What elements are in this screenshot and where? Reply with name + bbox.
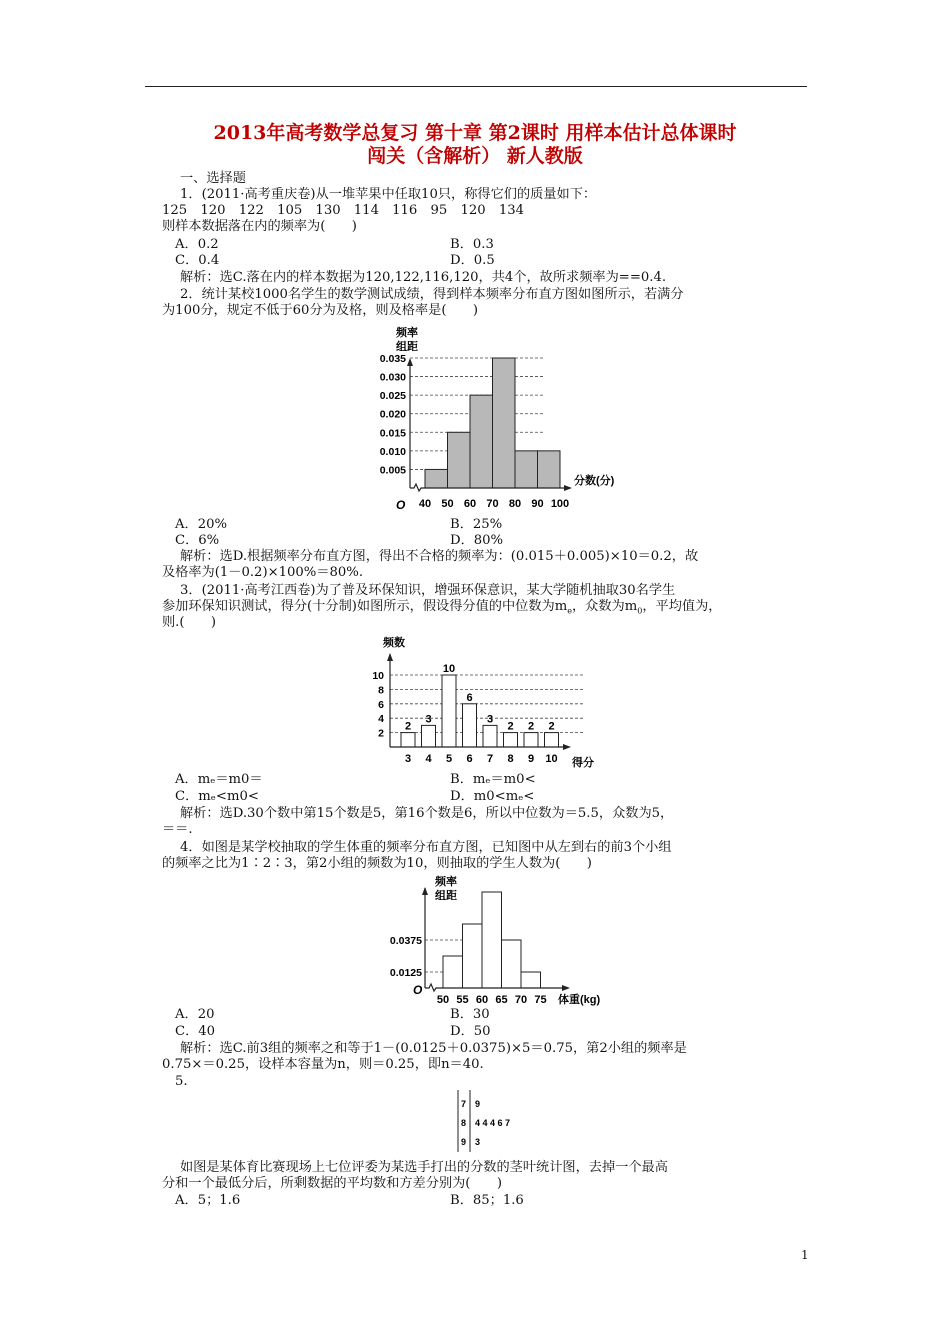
- q2-solution-2: 及格率为(1－0.2)×100%＝80%.: [162, 565, 364, 580]
- x-tick-50: 50: [436, 994, 450, 1006]
- x-tick-8: 8: [507, 753, 514, 765]
- q5-stem-2: 分和一个最低分后，所剩数据的平均数和方差分别为( ): [162, 1176, 502, 1191]
- q4-option-a: A．20: [175, 1007, 215, 1022]
- leaf-7: 9: [475, 1099, 481, 1109]
- x-tick-70: 70: [514, 994, 528, 1006]
- stem-8: 8: [461, 1118, 467, 1128]
- x-tick-65: 65: [495, 994, 508, 1006]
- q4-option-c: C．40: [175, 1024, 216, 1039]
- bar-label-5: 10: [442, 663, 456, 675]
- bar-score-5: [442, 675, 456, 747]
- x-tick-7: 7: [486, 753, 494, 765]
- q1-option-a: A．0.2: [175, 237, 219, 252]
- y-label-bottom: 组距: [396, 341, 418, 353]
- x-tick-40: 40: [418, 498, 432, 510]
- q3-option-a: A．mₑ＝m0＝: [175, 772, 263, 787]
- weight-histogram: [380, 870, 620, 1005]
- q1-option-b: B．0.3: [450, 237, 494, 252]
- bar-label-7: 3: [486, 713, 494, 726]
- q2-option-b: B．25%: [450, 517, 503, 532]
- q2-option-d: D．80%: [450, 533, 504, 548]
- y-tick-1: 0.0375: [389, 935, 422, 947]
- x-axis-arrow: [562, 985, 570, 991]
- bar-55-60: [463, 924, 483, 988]
- x-tick-50: 50: [441, 498, 454, 510]
- bar-score-10: [545, 733, 559, 747]
- stem-7: 7: [461, 1099, 467, 1109]
- x-tick-60: 60: [475, 994, 489, 1006]
- leaf-9: 3: [475, 1137, 481, 1147]
- q4-stem-2: 的频率之比为1∶2∶3，第2小组的频数为10，则抽取的学生人数为( ): [162, 856, 592, 871]
- bar-70-80: [493, 358, 516, 488]
- x-tick-80: 80: [508, 498, 522, 510]
- bar-90-100: [538, 451, 561, 488]
- bar-50-55: [443, 956, 463, 988]
- q4-option-d: D．50: [450, 1024, 491, 1039]
- q1-stem: 1．(2011·高考重庆卷)从一堆苹果中任取10只，称得它们的质量如下：: [180, 187, 597, 202]
- q5-number: 5.: [175, 1074, 188, 1089]
- x-axis-label: 体重(kg): [558, 994, 601, 1006]
- bar-60-70: [470, 395, 493, 488]
- x-tick-55: 55: [456, 994, 469, 1006]
- section-heading: 一、选择题: [180, 171, 246, 186]
- x-tick-60: 60: [463, 498, 477, 510]
- q3-solution-1: 解析：选D.30个数中第15个数是5，第16个数是6，所以中位数为＝5.5，众数为5，: [180, 806, 674, 821]
- x-tick-3: 3: [404, 753, 412, 765]
- title-line-2: 闯关（含解析） 新人教版: [367, 145, 583, 167]
- q3-option-c: C．mₑ<m0<: [175, 789, 259, 804]
- bar-score-6: [463, 704, 477, 747]
- x-tick-90: 90: [531, 498, 544, 510]
- bar-score-7: [483, 725, 497, 747]
- x-tick-75: 75: [534, 994, 547, 1006]
- y-tick-2: 0.015: [379, 427, 406, 440]
- bar-label-9: 2: [527, 720, 535, 733]
- x-axis-arrow: [564, 485, 572, 491]
- x-tick-10: 10: [545, 753, 558, 765]
- bar-score-8: [504, 733, 518, 747]
- y-tick-3: 0.020: [379, 408, 406, 421]
- q3-stem-1: 3．(2011·高考江西卷)为了普及环保知识，增强环保意识，某大学随机抽取30名学生: [180, 583, 676, 598]
- x-tick-70: 70: [486, 498, 499, 510]
- score-histogram: [360, 320, 620, 515]
- q1-option-d: D．0.5: [450, 253, 495, 268]
- y-tick-1: 0.010: [379, 445, 406, 458]
- y-label: 频数: [383, 637, 405, 649]
- y-label-top: 频率: [435, 876, 457, 888]
- title-line-1: 2013年高考数学总复习 第十章 第2课时 用样本估计总体课时: [213, 122, 737, 144]
- q1-option-c: C．0.4: [175, 253, 220, 268]
- bar-label-4: 3: [425, 713, 432, 726]
- bar-65-70: [502, 940, 522, 988]
- y-tick-0: 2: [378, 727, 384, 740]
- y-axis-arrow: [387, 653, 393, 661]
- q1-ask: 则样本数据落在内的频率为( ): [162, 219, 357, 234]
- y-tick-0: 0.005: [379, 464, 406, 477]
- y-label-bottom: 组距: [435, 890, 457, 902]
- bar-60-65: [482, 892, 502, 988]
- q3-option-b: B．mₑ＝m0<: [450, 772, 536, 787]
- y-axis-arrow: [407, 358, 413, 366]
- y-tick-6: 0.035: [379, 353, 406, 365]
- bar-80-90: [515, 451, 538, 488]
- bar-70-75: [521, 972, 541, 988]
- q4-option-b: B．30: [450, 1007, 490, 1022]
- x-tick-4: 4: [425, 753, 432, 765]
- bar-score-3: [401, 733, 415, 747]
- x-tick-6: 6: [466, 753, 473, 765]
- x-axis-arrow: [563, 744, 571, 750]
- y-tick-3: 8: [378, 684, 384, 697]
- y-label-top: 频率: [396, 327, 418, 339]
- origin-label: O: [396, 498, 406, 512]
- y-tick-1: 4: [378, 713, 384, 726]
- q2-solution-1: 解析：选D.根据频率分布直方图，得出不合格的频率为：(0.015＋0.005)×10＝0.2，故: [180, 549, 699, 564]
- bar-score-9: [524, 733, 538, 747]
- q5-option-a: A．5；1.6: [175, 1193, 241, 1208]
- q5-option-b: B．85；1.6: [450, 1193, 524, 1208]
- q3-solution-2: ＝＝.: [162, 822, 193, 837]
- bar-label-10: 2: [548, 720, 555, 733]
- q1-solution: 解析：选C.落在内的样本数据为120,122,116,120，共4个，故所求频率为==0.4.: [180, 270, 667, 285]
- y-tick-4: 10: [372, 670, 384, 682]
- bar-40-50: [425, 469, 448, 488]
- q5-stem-1: 如图是某体育比赛现场上七位评委为某选手打出的分数的茎叶统计图，去掉一个最高: [180, 1160, 668, 1175]
- q3-stem-2: 参加环保知识测试，得分(十分制)如图所示，假设得分值的中位数为$m_e$，众数为$m_0$，平均值为，: [162, 599, 722, 616]
- leaf-8: 4 4 4 6 7: [475, 1118, 511, 1128]
- bar-50-60: [448, 432, 471, 488]
- bar-label-6: 6: [466, 691, 473, 704]
- bar-label-3: 2: [404, 720, 412, 733]
- q2-option-a: A．20%: [175, 517, 228, 532]
- y-tick-5: 0.030: [379, 371, 406, 384]
- header-rule: [145, 86, 807, 87]
- stem-9: 9: [461, 1137, 467, 1147]
- q4-solution-1: 解析：选C.前3组的频率之和等于1－(0.0125＋0.0375)×5＝0.75，第2小组的频率是: [180, 1041, 687, 1056]
- stem-leaf-plot: [450, 1090, 540, 1152]
- x-tick-100: 100: [550, 498, 570, 510]
- x-axis-label: 得分: [572, 757, 594, 769]
- q4-solution-2: 0.75×＝0.25，设样本容量为n，则＝0.25，即n＝40.: [162, 1057, 484, 1072]
- q1-data: 125 120 122 105 130 114 116 95 120 134: [162, 203, 525, 218]
- y-tick-4: 0.025: [379, 390, 406, 403]
- page-number: 1: [801, 1248, 809, 1262]
- x-tick-9: 9: [527, 753, 535, 765]
- q3-option-d: D．m0<mₑ<: [450, 789, 535, 804]
- y-axis-arrow: [422, 887, 428, 895]
- bar-label-8: 2: [507, 720, 514, 733]
- y-tick-2: 6: [378, 698, 384, 711]
- y-tick-0: 0.0125: [389, 967, 422, 979]
- x-tick-5: 5: [445, 753, 453, 765]
- q4-stem-1: 4．如图是某学校抽取的学生体重的频率分布直方图，已知图中从左到右的前3个小组: [180, 840, 672, 855]
- q3-stem-3: 则.( ): [162, 615, 217, 630]
- origin-label: O: [413, 983, 423, 997]
- q2-option-c: C．6%: [175, 533, 220, 548]
- x-axis-label: 分数(分): [574, 475, 615, 487]
- q2-stem-2: 为100分，规定不低于60分为及格，则及格率是( ): [162, 303, 478, 318]
- bar-score-4: [422, 725, 436, 747]
- score-frequency-chart: [355, 630, 625, 770]
- q2-stem-1: 2．统计某校1000名学生的数学测试成绩，得到样本频率分布直方图如图所示，若满分: [180, 287, 684, 302]
